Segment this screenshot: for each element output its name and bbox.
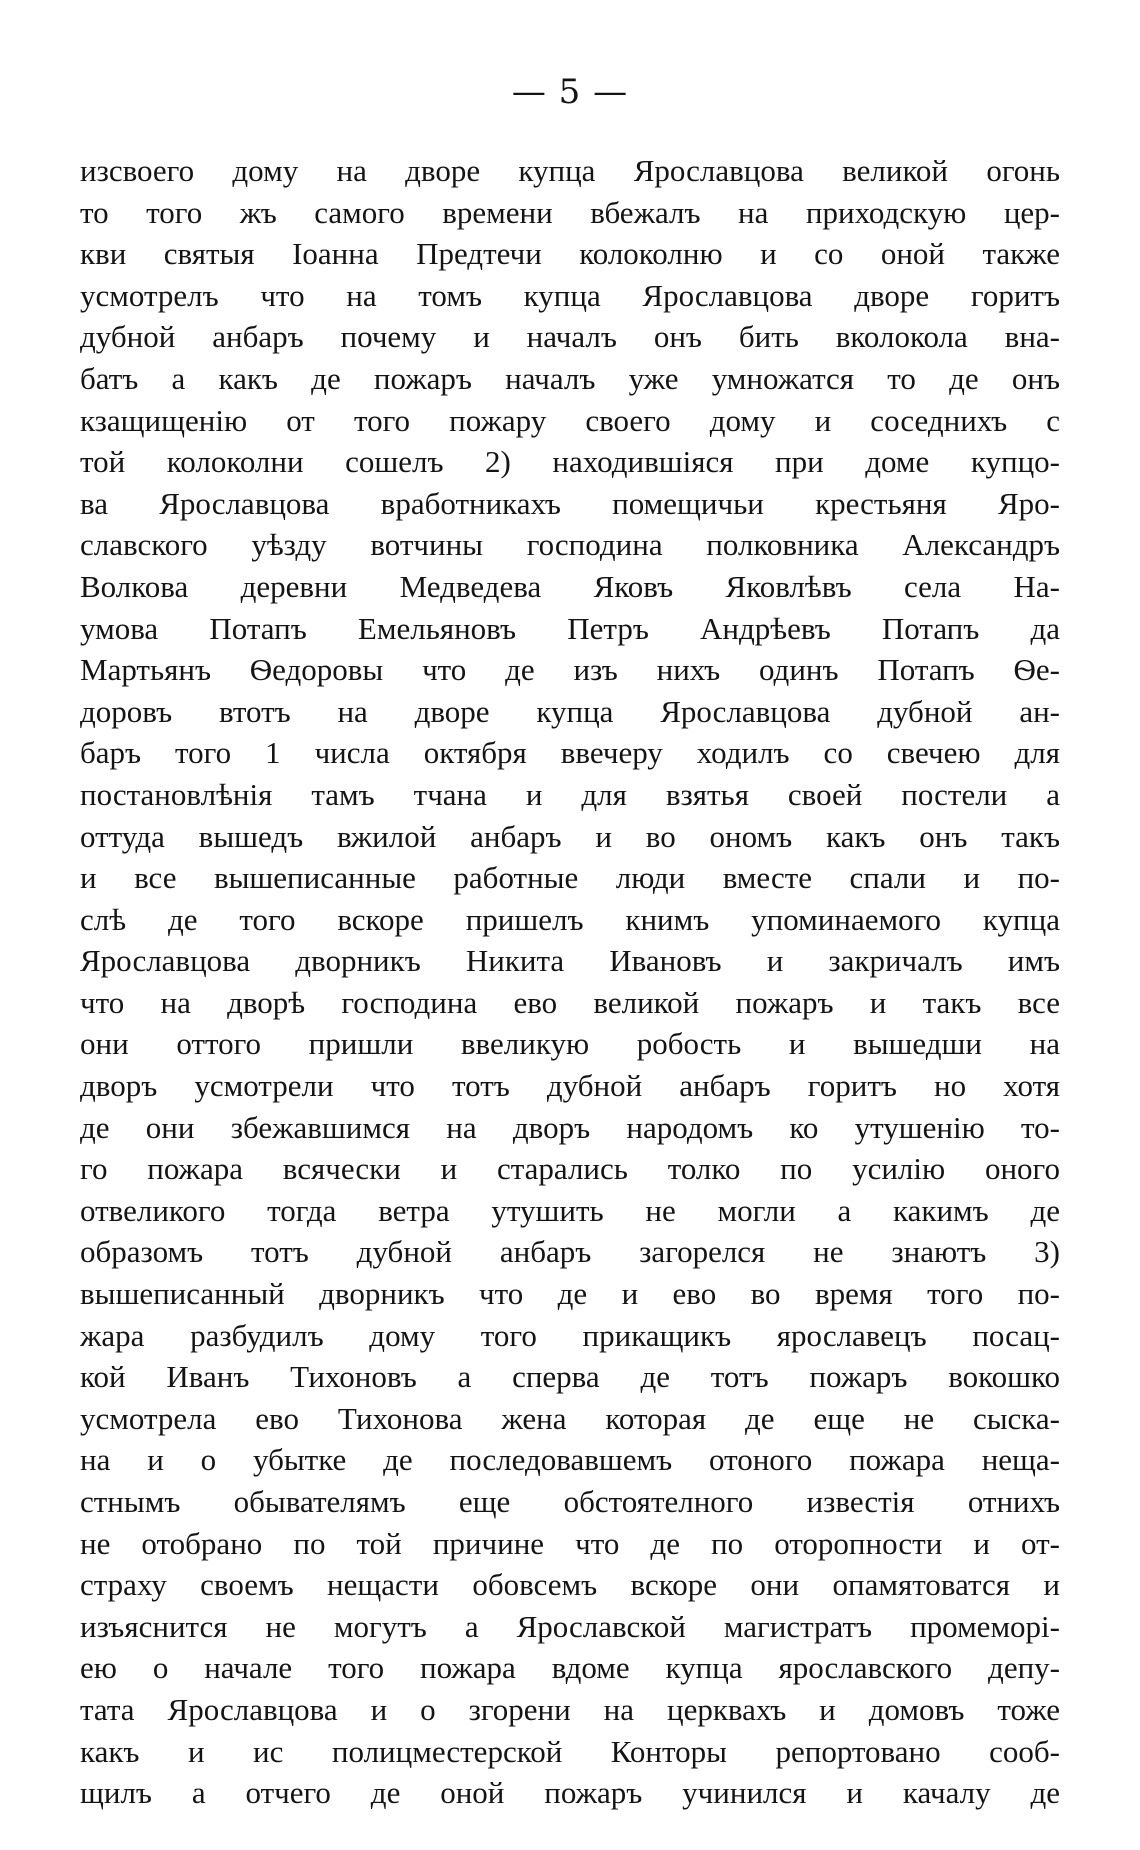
- text-line: дворъ усмотрели что тотъ дубной анбаръ горитъ но хотя: [80, 1068, 1060, 1104]
- text-line: кой Иванъ Тихоновъ а сперва де тотъ пожаръ вокошко: [80, 1359, 1060, 1395]
- text-line: изсвоего дому на дворе купца Ярославцова великой огонь: [80, 153, 1060, 188]
- text-line: страху своемъ нещасти обовсемъ вскоре они опамятоватся и: [80, 1567, 1060, 1603]
- text-line: то того жъ самого времени вбежалъ на приходскую цер-: [80, 194, 1060, 230]
- text-line: умова Потапъ Емельяновъ Петръ Андрѣевъ Потапъ да: [80, 610, 1060, 646]
- text-line: Ярославцова дворникъ Никита Ивановъ и закричалъ имъ: [80, 943, 1060, 979]
- text-line: де они збежавшимся на дворъ народомъ ко утушенію то-: [80, 1109, 1060, 1145]
- text-line: слѣ де того вскоре пришелъ книмъ упоминаемого купца: [80, 901, 1060, 937]
- page-number: — 5 —: [511, 72, 629, 112]
- text-line: образомъ тотъ дубной анбаръ загорелся не знаютъ 3): [80, 1234, 1060, 1270]
- body-text: [80, 150, 1060, 1814]
- text-line: усмотрела ево Тихонова жена которая де еще не сыска-: [80, 1400, 1060, 1436]
- text-line: щилъ а отчего де оной пожаръ учинился и качалу де: [80, 1775, 1060, 1811]
- text-line: и все вышеписанные работные люди вместе спали и по-: [80, 860, 1060, 896]
- text-line: баръ того 1 числа октября ввечеру ходилъ со свечею для: [80, 735, 1060, 771]
- text-line: го пожара всячески и старались толко по усилію оного: [80, 1151, 1060, 1187]
- text-line: Мартьянъ Ѳедоровы что де изъ нихъ одинъ Потапъ Ѳе-: [80, 652, 1060, 688]
- text-line: той колоколни сошелъ 2) находившіяся при доме купцо-: [80, 444, 1060, 480]
- text-line: батъ а какъ де пожаръ началъ уже умножатся то де онъ: [80, 360, 1060, 396]
- text-line: не отобрано по той причине что де по оторопности и от-: [80, 1525, 1060, 1561]
- text-line: ею о начале того пожара вдоме купца ярославского депу-: [80, 1650, 1060, 1686]
- text-line: Волкова деревни Медведева Яковъ Яковлѣвъ села На-: [80, 568, 1060, 604]
- text-line: вышеписанный дворникъ что де и ево во время того по-: [80, 1276, 1060, 1312]
- text-line: доровъ втотъ на дворе купца Ярославцова дубной ан-: [80, 693, 1060, 729]
- text-line: кви святыя Іоанна Предтечи колоколню и со оной также: [80, 236, 1060, 272]
- text-line: славского уѣзду вотчины господина полковника Александръ: [80, 527, 1060, 563]
- text-line: стнымъ обывателямъ еще обстоятелного известія отнихъ: [80, 1484, 1060, 1519]
- text-line: кзащищенію от того пожару своего дому и соседнихъ с: [80, 402, 1060, 438]
- text-line: на и о убытке де последовавшемъ отоного пожара нещa-: [80, 1442, 1060, 1478]
- text-line: жара разбудилъ дому того прикащикъ ярославецъ посац-: [80, 1317, 1060, 1353]
- text-line: тата Ярославцова и о згорени на церквахъ и домовъ тоже: [80, 1691, 1060, 1727]
- text-line: отвеликого тогда ветра утушить не могли а какимъ де: [80, 1192, 1060, 1228]
- text-line: изъяснится не могутъ а Ярославской магистратъ промеморі-: [80, 1608, 1060, 1644]
- text-line: ва Ярославцова вработникахъ помещичьи крестьяня Яро-: [80, 485, 1060, 521]
- text-line: дубной анбаръ почему и началъ онъ бить вколокола вна-: [80, 319, 1060, 355]
- text-line: что на дворѣ господина ево великой пожаръ и такъ все: [80, 984, 1060, 1020]
- text-line: какъ и ис полицместерской Конторы репортовано сооб-: [80, 1733, 1060, 1769]
- text-line: оттуда вышедъ вжилой анбаръ и во ономъ какъ онъ такъ: [80, 818, 1060, 854]
- text-line: усмотрелъ что на томъ купца Ярославцова дворе горитъ: [80, 277, 1060, 313]
- text-line: постановлѣнія тамъ тчана и для взятья своей постели а: [80, 776, 1060, 812]
- text-line: они оттого пришли ввеликую робость и вышедши на: [80, 1026, 1060, 1062]
